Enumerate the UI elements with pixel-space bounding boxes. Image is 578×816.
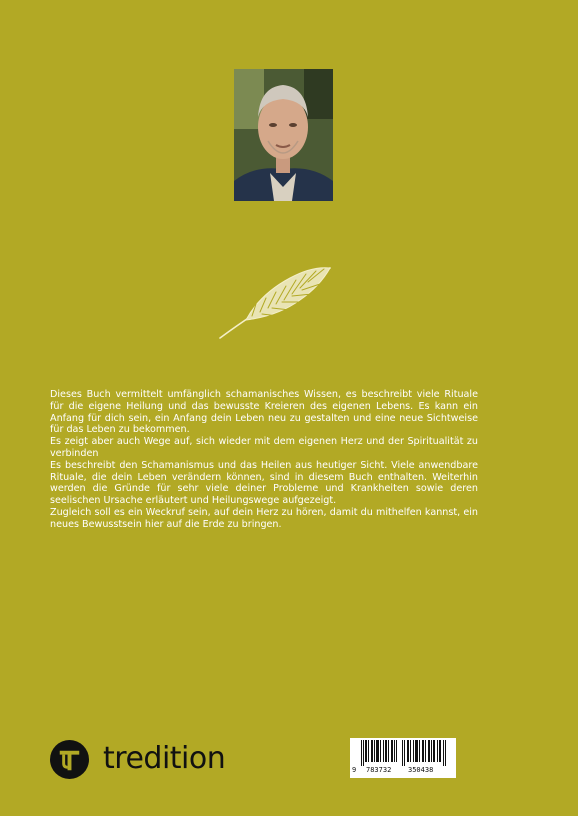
publisher-logo	[50, 739, 225, 779]
back-cover-blurb	[50, 389, 478, 531]
feather-illustration	[216, 264, 334, 342]
isbn-group-2: 350438	[408, 766, 434, 774]
blurb-paragraph-3: Es beschreibt den Schamanismus und das Heilen aus heutiger Sicht. Viele anwendbare Rituale, die dein Leben verändern können, sind in diesem Buch enthalten. Weiterhin werden die Gründe für sehr viele deiner Probleme und Krankheiten sowie deren seelischen Ursache erläutert und Heilungswege aufgezeigt.	[50, 459, 478, 507]
isbn-prefix: 9	[352, 766, 357, 774]
blurb-paragraph-2: Es zeigt aber auch Wege auf, sich wieder mit dem eigenen Herz und der Spiritualität zu verbinden	[50, 436, 478, 459]
author-photo	[234, 69, 333, 201]
isbn-group-1: 783732	[366, 766, 392, 774]
blurb-paragraph-4: Zugleich soll es ein Weckruf sein, auf dein Herz zu hören, damit du mithelfen kannst, ein neues Bewusstsein hier auf die Erde zu bringen.	[50, 506, 478, 530]
isbn-barcode	[350, 738, 456, 778]
tredition-mark-icon	[50, 740, 89, 779]
publisher-name: tredition	[103, 741, 226, 776]
blurb-paragraph-1: Dieses Buch vermittelt umfänglich schamanisches Wissen, es beschreibt viele Rituale für die eigene Heilung und das bewusste Kreieren des eigenen Lebens. Es kann ein Anfang für dich sein, ein Anfang dein Leben neu zu gestalten und eine neue Sichtweise für das Leben zu bekommen.	[50, 389, 478, 436]
